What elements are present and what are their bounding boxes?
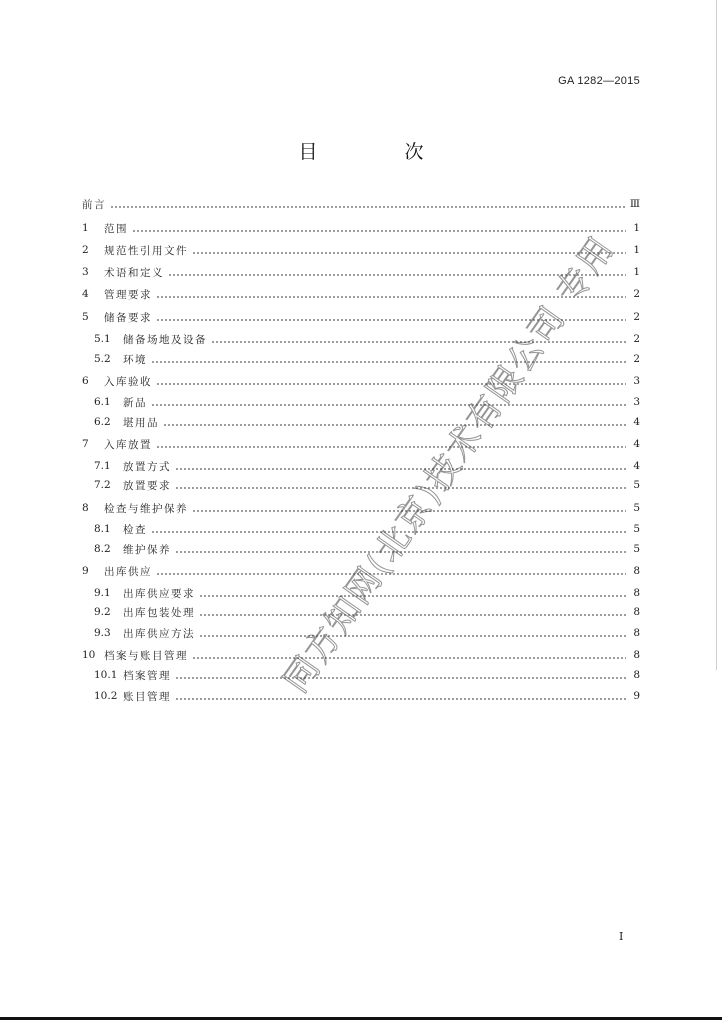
toc-entry[interactable] — [82, 500, 640, 516]
page-number: I — [619, 930, 624, 943]
toc-entry[interactable] — [94, 414, 640, 430]
toc-entry-page: Ⅲ — [629, 198, 640, 210]
toc-entry-page: 8 — [633, 649, 640, 661]
toc-dot-leader — [151, 361, 626, 363]
watermark-text: 同方知网(北京)技术有限公司 专用 — [276, 228, 623, 701]
toc-entry-number: 5.1 — [94, 333, 111, 345]
toc-entry-number: 2 — [82, 244, 89, 256]
toc-entry-page: 2 — [633, 311, 640, 323]
toc-entry-number: 6 — [82, 375, 89, 387]
toc-dot-leader — [192, 510, 626, 512]
toc-entry-label: 入库验收 — [104, 375, 152, 388]
toc-entry-label: 术语和定义 — [104, 266, 164, 279]
toc-entry[interactable] — [94, 585, 640, 601]
toc-entry-label: 出库供应要求 — [123, 587, 195, 600]
toc-entry-page: 8 — [633, 587, 640, 599]
toc-entry-label: 检查与维护保养 — [104, 502, 188, 515]
toc-entry-number: 9.3 — [94, 627, 111, 639]
toc-entry-page: 4 — [633, 416, 640, 428]
toc-dot-leader — [175, 551, 626, 553]
toc-entry[interactable] — [82, 286, 640, 302]
toc-entry[interactable] — [94, 477, 640, 493]
toc-entry-number: 6.2 — [94, 416, 111, 428]
toc-entry-page: 8 — [633, 627, 640, 639]
toc-entry-page: 2 — [633, 333, 640, 345]
toc-entry[interactable] — [82, 196, 640, 212]
toc-entry-page: 1 — [633, 266, 640, 278]
toc-entry[interactable] — [82, 220, 640, 236]
toc-entry[interactable] — [82, 563, 640, 579]
toc-dot-leader — [156, 446, 626, 448]
toc-title: 目 次 — [298, 141, 458, 163]
toc-entry-number: 9.2 — [94, 606, 111, 618]
toc-entry-number: 10 — [82, 649, 96, 661]
toc-entry-label: 新品 — [123, 396, 147, 409]
toc-entry-page: 5 — [633, 523, 640, 535]
toc-entry-page: 5 — [633, 502, 640, 514]
toc-dot-leader — [211, 341, 626, 343]
toc-entry-number: 9 — [82, 565, 89, 577]
toc-entry[interactable] — [82, 309, 640, 325]
toc-dot-leader — [192, 252, 626, 254]
toc-entry-number: 8 — [82, 502, 89, 514]
toc-dot-leader — [199, 614, 626, 616]
toc-entry-number: 9.1 — [94, 587, 111, 599]
toc-entry-page: 3 — [633, 375, 640, 387]
toc-entry-number: 5.2 — [94, 353, 111, 365]
toc-dot-leader — [156, 383, 626, 385]
toc-dot-leader — [156, 296, 626, 298]
toc-entry-number: 6.1 — [94, 396, 111, 408]
toc-entry[interactable] — [82, 436, 640, 452]
toc-dot-leader — [192, 657, 626, 659]
toc-entry[interactable] — [94, 667, 640, 683]
toc-entry-label: 前言 — [82, 198, 106, 211]
toc-entry-label: 范围 — [104, 222, 128, 235]
toc-dot-leader — [110, 206, 626, 208]
toc-entry-label: 出库包装处理 — [123, 606, 195, 619]
toc-entry-label: 维护保养 — [123, 543, 171, 556]
toc-entry-page: 8 — [633, 606, 640, 618]
toc-entry-number: 8.2 — [94, 543, 111, 555]
toc-dot-leader — [175, 677, 626, 679]
toc-entry[interactable] — [94, 458, 640, 474]
toc-entry-page: 8 — [633, 565, 640, 577]
scan-edge-line — [716, 0, 717, 670]
standard-code: GA 1282—2015 — [558, 75, 640, 87]
toc-entry-page: 5 — [633, 543, 640, 555]
toc-entry-number: 7.1 — [94, 460, 111, 472]
toc-dot-leader — [199, 595, 626, 597]
toc-dot-leader — [151, 404, 626, 406]
toc-entry[interactable] — [82, 264, 640, 280]
toc-entry-number: 7.2 — [94, 479, 111, 491]
toc-entry-number: 7 — [82, 438, 89, 450]
toc-dot-leader — [175, 487, 626, 489]
toc-entry[interactable] — [94, 604, 640, 620]
toc-entry-label: 出库供应方法 — [123, 627, 195, 640]
toc-entry[interactable] — [94, 541, 640, 557]
toc-entry-label: 账目管理 — [123, 690, 171, 703]
toc-entry-label: 规范性引用文件 — [104, 244, 188, 257]
toc-entry-page: 4 — [633, 460, 640, 472]
toc-dot-leader — [156, 319, 626, 321]
toc-entry[interactable] — [82, 373, 640, 389]
toc-dot-leader — [175, 468, 626, 470]
toc-entry-page: 3 — [633, 396, 640, 408]
toc-entry-page: 5 — [633, 479, 640, 491]
toc-entry-number: 8.1 — [94, 523, 111, 535]
toc-entry-label: 放置要求 — [123, 479, 171, 492]
toc-entry-page: 2 — [633, 288, 640, 300]
toc-dot-leader — [151, 531, 626, 533]
toc-entry-page: 9 — [633, 690, 640, 702]
toc-entry[interactable] — [94, 394, 640, 410]
toc-dot-leader — [156, 573, 626, 575]
toc-entry-number: 3 — [82, 266, 89, 278]
toc-entry-page: 1 — [633, 222, 640, 234]
toc-entry-label: 储备场地及设备 — [123, 333, 207, 346]
toc-entry-number: 1 — [82, 222, 89, 234]
toc-entry-page: 8 — [633, 669, 640, 681]
toc-entry[interactable] — [94, 625, 640, 641]
toc-dot-leader — [199, 635, 626, 637]
toc-entry-number: 5 — [82, 311, 89, 323]
toc-entry[interactable] — [94, 688, 640, 704]
toc-dot-leader — [132, 230, 626, 232]
toc-dot-leader — [163, 424, 626, 426]
toc-entry-label: 放置方式 — [123, 460, 171, 473]
toc-entry-label: 出库供应 — [104, 565, 152, 578]
toc-entry-page: 2 — [633, 353, 640, 365]
toc-entry-label: 入库放置 — [104, 438, 152, 451]
toc-entry[interactable] — [94, 331, 640, 347]
toc-entry-number: 4 — [82, 288, 89, 300]
toc-entry-number: 10.1 — [94, 669, 118, 681]
toc-entry-label: 管理要求 — [104, 288, 152, 301]
toc-entry-label: 档案与账目管理 — [104, 649, 188, 662]
toc-entry-label: 环境 — [123, 353, 147, 366]
toc-entry-label: 堪用品 — [123, 416, 159, 429]
toc-dot-leader — [175, 698, 626, 700]
bottom-border-line — [0, 1017, 722, 1020]
toc-dot-leader — [168, 274, 626, 276]
toc-entry-label: 档案管理 — [123, 669, 171, 682]
toc-entry-page: 1 — [633, 244, 640, 256]
toc-entry-page: 4 — [633, 438, 640, 450]
toc-entry-number: 10.2 — [94, 690, 118, 702]
toc-entry[interactable] — [82, 647, 640, 663]
toc-entry[interactable] — [94, 351, 640, 367]
toc-entry[interactable] — [82, 242, 640, 258]
toc-entry[interactable] — [94, 521, 640, 537]
toc-entry-label: 储备要求 — [104, 311, 152, 324]
toc-entry-label: 检查 — [123, 523, 147, 536]
